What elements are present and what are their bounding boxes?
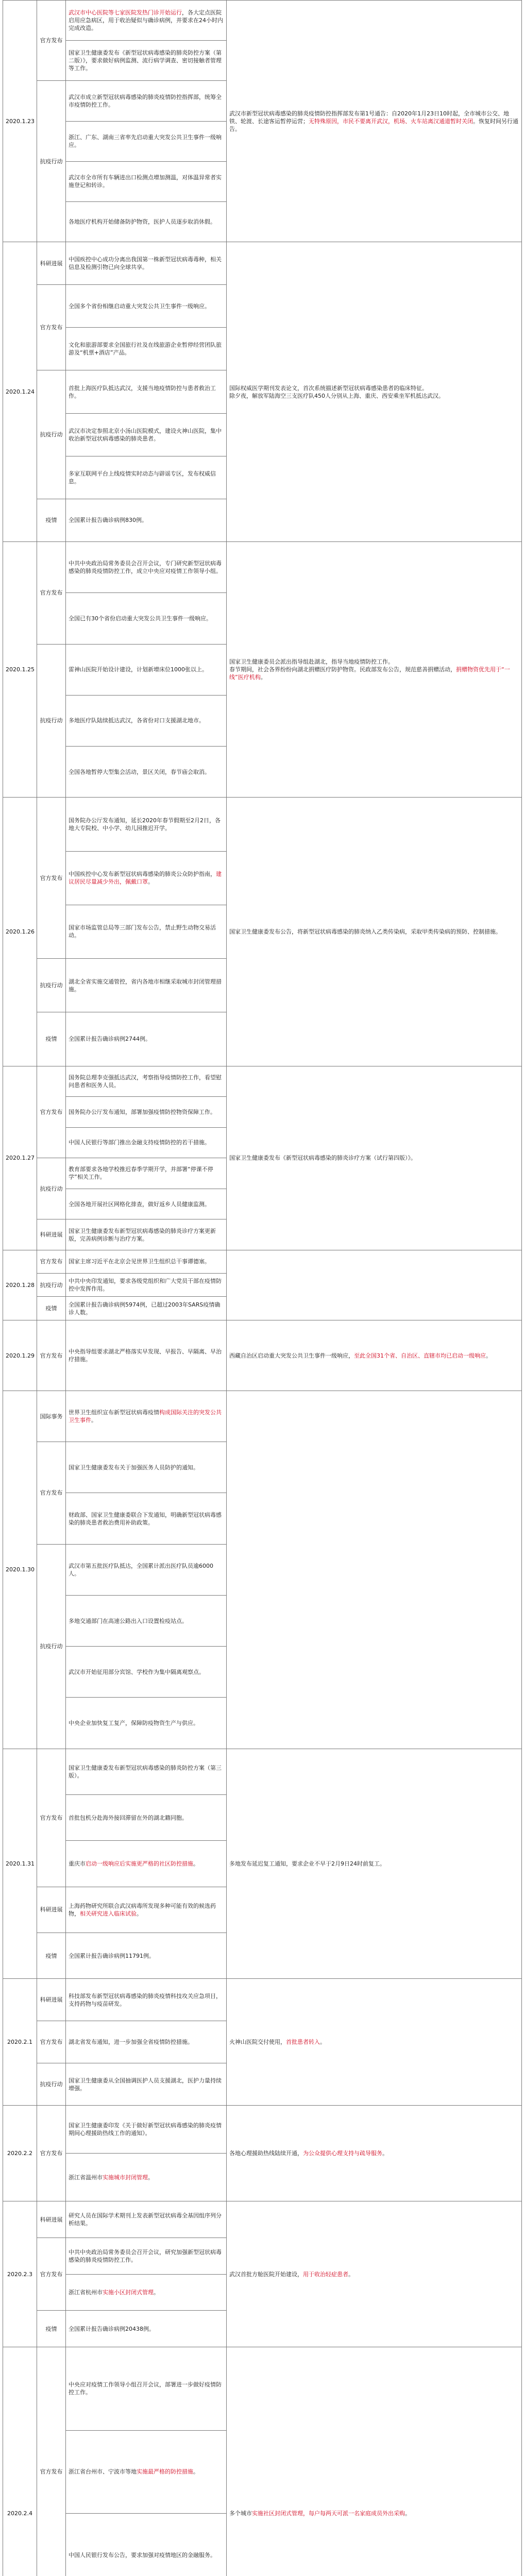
text-segment: 多地医疗队陆续抵达武汉，各省份对口支援湖北地市。 (69, 717, 205, 724)
detail-paragraph (229, 2270, 519, 2278)
event-cell (66, 1698, 227, 1749)
category-cell: 国际事务 (37, 1391, 66, 1442)
timeline-row (3, 1391, 522, 1442)
event-cell (66, 2238, 227, 2274)
text-segment: 国家卫生健康委员会派出指导组赴湖北，指导当地疫情防控工作。 (229, 658, 394, 666)
timeline-row (3, 242, 522, 285)
event-cell (66, 747, 227, 798)
text-segment: 国务院办公厅发布通知，延长2020年春节假期至2月2日，各地大专院校、中小学、幼儿园推迟开学。 (69, 817, 221, 832)
event-cell (66, 285, 227, 328)
event-cell (66, 1158, 227, 1189)
text-segment: 国家卫生健康委发布关于加强医务人员防护的通知。 (69, 1464, 199, 1471)
highlighted-text: 相关研究进入临床试验 (80, 1910, 137, 1917)
detail-cell (227, 542, 522, 798)
text-segment: 除夕夜，解放军陆海空三支医疗队450人分别从上海、重庆、西安乘坐军机抵达武汉。 (229, 392, 444, 399)
category-cell: 官方发布 (37, 2238, 66, 2310)
detail-paragraph (229, 2038, 519, 2046)
event-cell (66, 499, 227, 541)
timeline-row (3, 1, 522, 41)
text-segment: 各地医疗机构开始储备防护物资，医护人员逐步取消休假。 (69, 218, 216, 225)
event-cell (66, 1012, 227, 1066)
text-segment: 春节期间，社会各界纷纷向湖北捐赠医疗防护物资。民政部发布公告，规范慈善捐赠活动， (229, 666, 456, 673)
text-segment: 。 (193, 1860, 199, 1868)
highlighted-text: 实施城市封闭管理 (103, 2174, 148, 2181)
event-cell (66, 370, 227, 413)
text-segment: 西藏自治区启动重大突发公共卫生事件一级响应， (229, 1352, 354, 1359)
text-segment: 。 (260, 674, 266, 681)
detail-cell (227, 2347, 522, 2576)
event-cell (66, 2021, 227, 2063)
timeline-row (3, 2106, 522, 2154)
date-cell: 2020.1.27 (3, 1066, 37, 1250)
category-cell: 官方发布 (37, 2021, 66, 2063)
category-cell: 官方发布 (37, 1066, 66, 1158)
text-segment: 国家卫生健康委发布《新型冠状病毒感染的肺炎诊疗方案（试行第四版）》。 (229, 1155, 416, 1162)
text-segment: 。 (148, 878, 154, 886)
highlighted-text: 至此全国31个省、自治区、直辖市均已启动一级响应 (354, 1352, 486, 1359)
category-cell: 疫情 (37, 1012, 66, 1066)
text-segment: 首批上海医疗队抵达武汉，支援当地疫情防控与患者救治工作。 (69, 384, 216, 399)
timeline-row (3, 1320, 522, 1391)
text-segment: 。恢复时间另行通告。 (229, 117, 518, 132)
date-cell: 2020.1.28 (3, 1250, 37, 1320)
highlighted-text: 无特殊原因，市民不要离开武汉，机场、火车站离汉通道暂时关闭 (309, 117, 473, 125)
text-segment: 中央应对疫情工作领导小组召开会议，部署进一步做好疫情防控工作。 (69, 2381, 222, 2396)
category-cell: 官方发布 (37, 1250, 66, 1273)
category-cell: 官方发布 (37, 2347, 66, 2576)
category-cell: 抗疫行动 (37, 1158, 66, 1219)
detail-cell (227, 1979, 522, 2106)
event-cell (66, 1933, 227, 1979)
timeline-row (3, 2347, 522, 2430)
date-cell: 2020.2.4 (3, 2347, 37, 2576)
text-segment: 中国人民银行等部门推出金融支持疫情防控的若干措施。 (69, 1139, 210, 1146)
text-segment: 。 (137, 1910, 142, 1917)
text-segment: 国家卫生健康委发布公告，将新型冠状病毒感染的肺炎纳入乙类传染病，采取甲类传染病的预防、控制措施。 (229, 928, 501, 935)
text-segment: 国家主席习近平在北京会见世界卫生组织总干事谭德塞。 (69, 1258, 210, 1265)
text-segment: 全国累计报告确诊病例20438例。 (69, 2325, 155, 2332)
text-segment: 中共中央政治局常务委员会召开会议，研究加强新型冠状病毒感染的肺炎疫情防控工作。 (69, 2248, 222, 2263)
text-segment: 。 (382, 2150, 388, 2157)
category-cell: 官方发布 (37, 1442, 66, 1545)
event-cell (66, 1493, 227, 1544)
date-cell: 2020.2.2 (3, 2106, 37, 2201)
category-cell: 抗疫行动 (37, 1273, 66, 1297)
detail-cell (227, 1320, 522, 1391)
event-cell (66, 1887, 227, 1933)
text-segment: 全国累计报告确诊病例5974例，已超过2003年SARS疫情确诊人数。 (69, 1301, 221, 1316)
category-cell: 疫情 (37, 2311, 66, 2347)
detail-cell (227, 1066, 522, 1250)
event-cell (66, 1219, 227, 1250)
event-cell (66, 201, 227, 242)
text-segment: 武汉市第五批医疗队抵达，全国累计派出医疗队员逾6000人。 (69, 1562, 213, 1577)
event-cell (66, 81, 227, 121)
date-cell: 2020.1.24 (3, 242, 37, 542)
highlighted-text: 构成国际关注的突发公共卫生事件 (69, 1409, 222, 1423)
detail-cell (227, 1391, 522, 1749)
text-segment: 武汉市决定参照北京小汤山医院模式，建设火神山医院，集中收治新型冠状病毒感染的肺炎患者。 (69, 427, 222, 442)
text-segment: 武汉市成立新型冠状病毒感染的肺炎疫情防控指挥部，统筹全市疫情防控工作。 (69, 93, 222, 108)
category-cell: 抗疫行动 (37, 959, 66, 1012)
category-cell: 官方发布 (37, 542, 66, 645)
event-cell (66, 1391, 227, 1442)
event-cell (66, 1189, 227, 1219)
text-segment: 全国累计报告确诊病例11791例。 (69, 1952, 155, 1959)
highlighted-text: 用于收治轻症患者 (303, 2270, 348, 2278)
detail-cell (227, 1, 522, 242)
event-cell (66, 1647, 227, 1698)
event-cell (66, 456, 227, 499)
text-segment: 文化和旅游部要求全国旅行社及在线旅游企业暂停经营团队旅游及“机票+酒店”产品。 (69, 342, 222, 357)
text-segment: 中国疾控中心成功分离出我国第一株新型冠状病毒毒种，相关信息及检测引物已向全球共享。 (69, 256, 222, 271)
event-cell (66, 2274, 227, 2311)
event-cell (66, 2347, 227, 2430)
event-cell (66, 1544, 227, 1595)
event-cell (66, 41, 227, 81)
text-segment: 浙江、广东、湖南三省率先启动重大突发公共卫生事件一级响应。 (69, 134, 222, 149)
timeline-row (3, 1250, 522, 1273)
event-cell (66, 851, 227, 905)
detail-cell (227, 2201, 522, 2347)
date-cell: 2020.1.23 (3, 1, 37, 242)
text-segment: 上海药物研究所联合武汉病毒所发现多种可能有效的候选药物， (69, 1902, 216, 1917)
category-cell: 官方发布 (37, 285, 66, 370)
category-cell: 抗疫行动 (37, 1544, 66, 1749)
detail-paragraph (229, 1352, 519, 1360)
detail-paragraph (229, 928, 519, 936)
text-segment: ，各大定点医院启用应急病区，用于收治疑似与确诊病例，并要求在24小时内完成改造。 (69, 9, 223, 32)
text-segment: 中国人民银行发布公告，要求加强对疫情地区的金融服务。 (69, 2551, 216, 2558)
detail-cell (227, 1749, 522, 1979)
text-segment: 中共中央政治局常务委员会召开会议，专门研究新型冠状病毒感染的肺炎疫情防控工作，成立中央应对疫情工作领导小组。 (69, 560, 222, 575)
text-segment: 浙江省台州市、宁波市等地 (69, 2468, 137, 2476)
highlighted-text: 实施小区封闭式管理 (103, 2289, 154, 2296)
text-segment: 科技部发布新型冠状病毒感染的肺炎疫情科技攻关应急项目，支持药物与疫苗研发。 (69, 1992, 222, 2007)
event-cell (66, 1795, 227, 1841)
date-cell: 2020.1.31 (3, 1749, 37, 1979)
text-segment: 全国累计报告确诊病例830例。 (69, 517, 147, 524)
text-segment: 首批包机分赴海外接回滞留在外的湖北籍同胞。 (69, 1814, 188, 1821)
timeline-row (3, 798, 522, 851)
text-segment: 全国多个省份相继启动重大突发公共卫生事件一级响应。 (69, 302, 210, 310)
detail-paragraph (229, 666, 519, 681)
date-cell: 2020.1.30 (3, 1391, 37, 1749)
timeline-table (3, 0, 522, 2576)
detail-cell (227, 242, 522, 542)
event-cell (66, 328, 227, 370)
text-segment: 国务院总理李克强抵达武汉，考察指导疫情防控工作，看望慰问患者和医务人员。 (69, 1074, 222, 1089)
text-segment: 世界卫生组织宣布新型冠状病毒疫情 (69, 1409, 159, 1416)
detail-paragraph (229, 392, 519, 400)
detail-paragraph (229, 2510, 519, 2517)
event-cell (66, 161, 227, 201)
text-segment: 多地发布延迟复工通知，要求企业不早于2月9日24时前复工。 (229, 1860, 385, 1868)
event-cell (66, 2201, 227, 2238)
text-segment: 武汉首批方舱医院开始建设， (229, 2270, 303, 2278)
text-segment: 全国已有30个省份启动重大突发公共卫生事件一级响应。 (69, 615, 212, 622)
text-segment: 中国疾控中心发布新型冠状病毒感染的肺炎公众防护指南， (69, 871, 216, 878)
event-cell (66, 2513, 227, 2576)
event-cell (66, 1595, 227, 1646)
highlighted-text: 首批患者转入 (286, 2039, 320, 2046)
text-segment: 。 (486, 1352, 492, 1359)
text-segment: 雷神山医院开始设计建设，计划新增床位1000张以上。 (69, 666, 208, 673)
event-cell (66, 905, 227, 958)
category-cell: 疫情 (37, 499, 66, 541)
text-segment: 武汉市开始征用部分宾馆、学校作为集中隔离观察点。 (69, 1668, 205, 1675)
text-segment: 火神山医院交付使用， (229, 2039, 286, 2046)
highlighted-text: 武汉市中心医院等七家医院发热门诊开始运行 (69, 9, 182, 16)
highlighted-text: 启动一级响应后实施更严格的社区防控措施 (86, 1860, 193, 1868)
category-cell: 官方发布 (37, 798, 66, 959)
event-cell (66, 644, 227, 695)
event-cell (66, 242, 227, 285)
text-segment: 多地交通部门在高速公路出入口设置检疫站点。 (69, 1617, 188, 1624)
category-cell: 官方发布 (37, 2106, 66, 2201)
text-segment: 多家互联网平台上线疫情实时动态与辟谣专区，发布权威信息。 (69, 470, 216, 485)
text-segment: 湖北省发布通知，进一步加强全省疫情防控措施。 (69, 2039, 193, 2046)
text-segment: 国家卫生健康委发布新型冠状病毒感染的肺炎防控方案（第三版）。 (69, 1764, 222, 1779)
text-segment: 。 (193, 2468, 199, 2476)
text-segment: 各地心理援助热线陆续开通， (229, 2150, 303, 2157)
category-cell: 疫情 (37, 1297, 66, 1320)
text-segment: 国家市场监管总局等三部门发布公告，禁止野生动物交易活动。 (69, 924, 216, 939)
text-segment: 教育部要求各地学校推迟春季学期开学，并部署“停课不停学”相关工作。 (69, 1166, 213, 1181)
date-cell: 2020.1.26 (3, 798, 37, 1066)
timeline-row (3, 1979, 522, 2021)
date-cell: 2020.2.1 (3, 1979, 37, 2106)
date-cell: 2020.2.3 (3, 2201, 37, 2347)
event-cell (66, 1097, 227, 1128)
text-segment: 全国累计报告确诊病例2744例。 (69, 1036, 151, 1043)
event-cell (66, 542, 227, 593)
text-segment: 武汉市全市所有车辆进出口检测点增加测温，对体温异常者实施登记和转诊。 (69, 174, 222, 189)
detail-paragraph (229, 1154, 519, 1162)
category-cell: 疫情 (37, 1933, 66, 1979)
event-cell (66, 1273, 227, 1297)
timeline-row (3, 2201, 522, 2238)
event-cell (66, 121, 227, 161)
timeline-row (3, 542, 522, 593)
highlighted-text: 捐赠物资优先用于“一线”医疗机构 (229, 666, 510, 681)
event-cell (66, 1442, 227, 1493)
text-segment: 中共中央印发通知，要求各级党组织和广大党员干部在疫情防控中发挥作用。 (69, 1278, 222, 1293)
text-segment: 武汉市新型冠状病毒感染的肺炎疫情防控指挥部发布第1号通告：自2020年1月23日10时起，全市城市公交、地铁、轮渡、长途客运暂停运营； (229, 110, 509, 125)
event-cell (66, 1841, 227, 1887)
text-segment: 多个城市 (229, 2510, 252, 2517)
detail-paragraph (229, 1860, 519, 1868)
text-segment: 财政部、国家卫生健康委联合下发通知，明确新型冠状病毒感染的肺炎患者救治费用补助政策。 (69, 1511, 222, 1526)
category-cell: 科研进展 (37, 1219, 66, 1250)
highlighted-text: 实施最严格的防控措施 (137, 2468, 193, 2476)
text-segment: 全国各地开展社区网格化排查，做好返乡人员健康监测。 (69, 1200, 210, 1208)
category-cell: 抗疫行动 (37, 81, 66, 242)
event-cell (66, 2063, 227, 2106)
text-segment: 浙江省杭州市 (69, 2289, 103, 2296)
event-cell (66, 2430, 227, 2513)
detail-cell (227, 798, 522, 1066)
text-segment: 国务院办公厅发布通知，部署加强疫情防控物资保障工作。 (69, 1108, 216, 1115)
text-segment: 国家卫生健康委印发《关于做好新型冠状病毒感染的肺炎疫情期间心理援助热线工作的通知》。 (69, 2122, 222, 2137)
detail-cell (227, 2106, 522, 2201)
text-segment: 。 (405, 2510, 411, 2517)
detail-cell (227, 1250, 522, 1320)
timeline-row (3, 1749, 522, 1794)
event-cell (66, 1250, 227, 1273)
detail-paragraph (229, 658, 519, 666)
text-segment: 重庆市 (69, 1860, 86, 1868)
text-segment: 国际权威医学期刊发表论文，首次系统描述新型冠状病毒感染患者的临床特征。 (229, 384, 428, 392)
text-segment: 。 (348, 2270, 354, 2278)
text-segment: 。 (320, 2039, 326, 2046)
event-cell (66, 2311, 227, 2347)
event-cell (66, 1, 227, 41)
category-cell: 官方发布 (37, 1749, 66, 1887)
event-cell (66, 959, 227, 1012)
text-segment: 湖北全省实施交通管控，省内各地市相继采取城市封闭管理措施。 (69, 978, 222, 993)
event-cell (66, 798, 227, 851)
detail-paragraph (229, 2149, 519, 2157)
event-cell (66, 1320, 227, 1391)
event-cell (66, 413, 227, 456)
event-cell (66, 1066, 227, 1097)
category-cell: 科研进展 (37, 1979, 66, 2021)
highlighted-text: 建议居民尽量减少外出，佩戴口罩 (69, 871, 222, 886)
category-cell: 抗疫行动 (37, 2063, 66, 2106)
text-segment: 中央企业加快复工复产，保障防疫物资生产与供应。 (69, 1720, 199, 1727)
event-cell (66, 1979, 227, 2021)
category-cell: 科研进展 (37, 242, 66, 285)
category-cell: 抗疫行动 (37, 644, 66, 798)
text-segment: 国家卫生健康委从全国抽调医护人员支援湖北，医护力量持续增强。 (69, 2077, 222, 2092)
text-segment: 。 (148, 2174, 154, 2181)
event-cell (66, 1749, 227, 1794)
category-cell: 科研进展 (37, 2201, 66, 2238)
detail-paragraph (229, 110, 519, 133)
text-segment: 。 (154, 2289, 159, 2296)
event-cell (66, 593, 227, 644)
date-cell: 2020.1.29 (3, 1320, 37, 1391)
event-cell (66, 2106, 227, 2154)
text-segment: 浙江省温州市 (69, 2174, 103, 2181)
event-cell (66, 695, 227, 746)
highlighted-text: 实施社区封闭式管理，每户每两天可派一名家庭成员外出采购 (252, 2510, 405, 2517)
text-segment: 。 (91, 1417, 97, 1423)
text-segment: 研究人员在国际学术期刊上发表新型冠状病毒全基因组序列分析结果。 (69, 2212, 222, 2227)
event-cell (66, 1297, 227, 1320)
event-cell (66, 2154, 227, 2201)
text-segment: 全国各地暂停大型集会活动，景区关闭，春节庙会取消。 (69, 768, 210, 775)
detail-paragraph (229, 384, 519, 392)
category-cell: 抗疫行动 (37, 370, 66, 499)
timeline-row (3, 1066, 522, 1097)
text-segment: 中央指导组要求湖北严格落实早发现、早报告、早隔离、早治疗措施。 (69, 1348, 222, 1363)
category-cell: 官方发布 (37, 1, 66, 81)
highlighted-text: 为公众提供心理支持与疏导服务 (303, 2150, 382, 2157)
date-cell: 2020.1.25 (3, 542, 37, 798)
category-cell: 官方发布 (37, 1320, 66, 1391)
text-segment: 国家卫生健康委发布《新型冠状病毒感染的肺炎防控方案（第二版）》，要求做好病例监测、流行病学调查、密切接触者管理等工作。 (69, 49, 222, 72)
text-segment: 国家卫生健康委发布新型冠状病毒感染的肺炎诊疗方案更新版，完善病例诊断与治疗方案。 (69, 1227, 216, 1242)
event-cell (66, 1127, 227, 1158)
category-cell: 科研进展 (37, 1887, 66, 1933)
